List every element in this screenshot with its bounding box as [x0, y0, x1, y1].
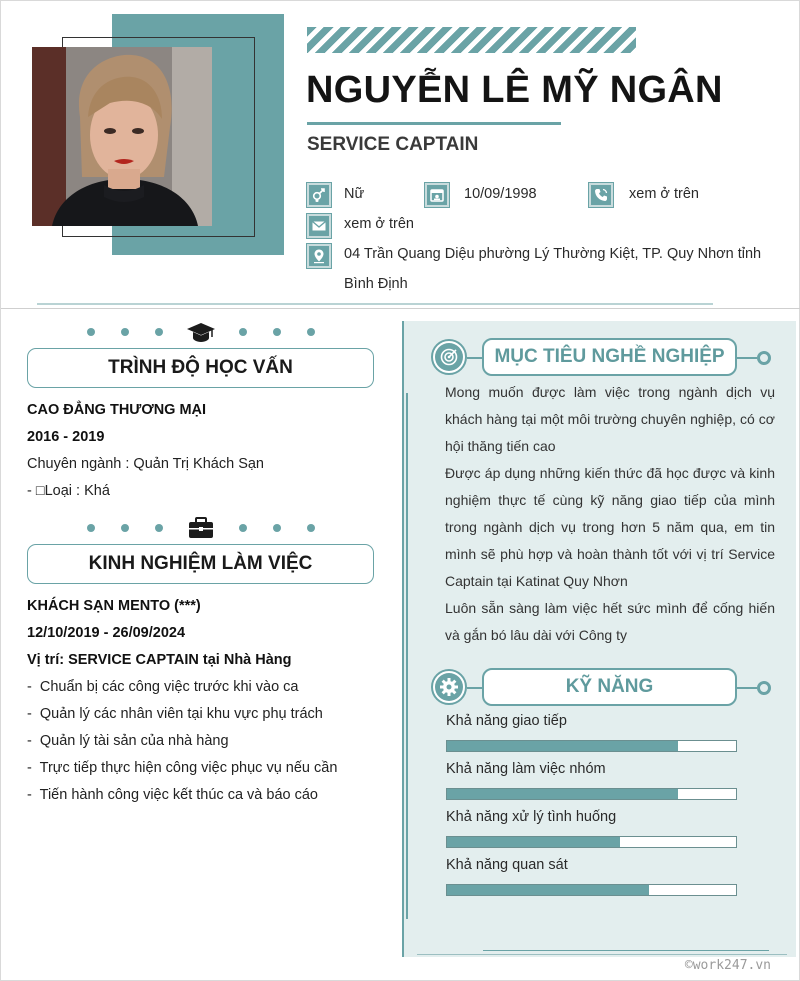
footer-accent-line [483, 950, 769, 951]
education-grade: - □Loại : Khá [27, 483, 110, 499]
objective-paragraph: Mong muốn được làm việc trong ngành dịch vụ khách hàng tại một môi trường chuyên nghiệp, có cơ hội thăng tiến cao [445, 384, 775, 454]
location-pin-icon [307, 244, 331, 268]
objective-text [445, 379, 775, 649]
gender-icon [307, 183, 331, 207]
name-underline [307, 122, 561, 125]
skill-bar [446, 740, 737, 752]
footer-accent-line-2 [417, 954, 787, 955]
right-panel-accent-line [406, 393, 408, 919]
skill-bar [446, 884, 737, 896]
email-value: xem ở trên [344, 216, 414, 232]
experience-company: KHÁCH SẠN MENTO (***) [27, 598, 201, 614]
decorative-stripe-bar [307, 27, 636, 53]
gender-value: Nữ [344, 186, 365, 202]
duty-item: - Chuẩn bị các công việc trước khi vào ca [27, 679, 299, 695]
birthday-value: 10/09/1998 [464, 186, 537, 202]
header-divider-thin [1, 308, 800, 309]
address-line-2: Bình Định [344, 276, 408, 292]
education-major: Chuyên ngành : Quản Trị Khách Sạn [27, 456, 264, 472]
skill-bar [446, 836, 737, 848]
mail-icon [307, 214, 331, 238]
calendar-icon [425, 183, 449, 207]
skill-label: Khả năng làm việc nhóm [446, 761, 606, 777]
skill-bar [446, 788, 737, 800]
phone-icon [589, 183, 613, 207]
skill-label: Khả năng xử lý tình huống [446, 809, 617, 825]
target-icon [435, 343, 463, 371]
education-years: 2016 - 2019 [27, 429, 105, 445]
skill-label: Khả năng giao tiếp [446, 713, 567, 729]
education-school: CAO ĐẲNG THƯƠNG MẠI [27, 402, 207, 418]
duty-item: - Quản lý các nhân viên tại khu vực phụ trách [27, 706, 323, 722]
gear-icon [435, 673, 463, 701]
experience-ornament [74, 515, 328, 541]
experience-position: Vị trí: SERVICE CAPTAIN tại Nhà Hàng [27, 652, 292, 668]
skills-badge [431, 669, 467, 705]
address-line-1: 04 Trần Quang Diệu phường Lý Thường Kiệt, TP. Quy Nhơn tỉnh [344, 246, 762, 262]
objective-paragraph: Được áp dụng những kiến thức đã học được và kinh nghiệm thực tế cùng kỹ năng giao tiếp của mình trong ngành dịch vụ trong hơn 5 năm qua, em tin mình sẽ phù hợp và hoàn thành tốt với vị trí Service Captain tại Katinat Quy Nhơn [445, 465, 775, 589]
education-heading: TRÌNH ĐỘ HỌC VẤN [27, 348, 374, 388]
briefcase-icon [186, 515, 216, 541]
duty-item: - Quản lý tài sản của nhà hàng [27, 733, 229, 749]
experience-heading: KINH NGHIỆM LÀM VIỆC [27, 544, 374, 584]
education-ornament [74, 319, 328, 345]
experience-period: 12/10/2019 - 26/09/2024 [27, 625, 186, 641]
header-divider [37, 303, 713, 305]
candidate-name: NGUYỄN LÊ MỸ NGÂN [306, 69, 723, 111]
job-title: SERVICE CAPTAIN [307, 134, 479, 155]
phone-value: xem ở trên [629, 186, 699, 202]
watermark: ©work247.vn [684, 958, 771, 973]
skills-heading: KỸ NĂNG [482, 668, 737, 706]
skill-label: Khả năng quan sát [446, 857, 568, 873]
duty-item: - Tiến hành công việc kết thúc ca và báo cáo [27, 787, 318, 803]
objective-badge [431, 339, 467, 375]
objective-paragraph: Luôn sẵn sàng làm việc hết sức mình để cống hiến và gắn bó lâu dài với Công ty [445, 600, 775, 643]
objective-heading: MỤC TIÊU NGHỀ NGHIỆP [482, 338, 737, 376]
graduation-cap-icon [186, 319, 216, 345]
duty-item: - Trực tiếp thực hiện công việc phục vụ nếu cần [27, 760, 338, 776]
profile-photo [32, 47, 212, 226]
